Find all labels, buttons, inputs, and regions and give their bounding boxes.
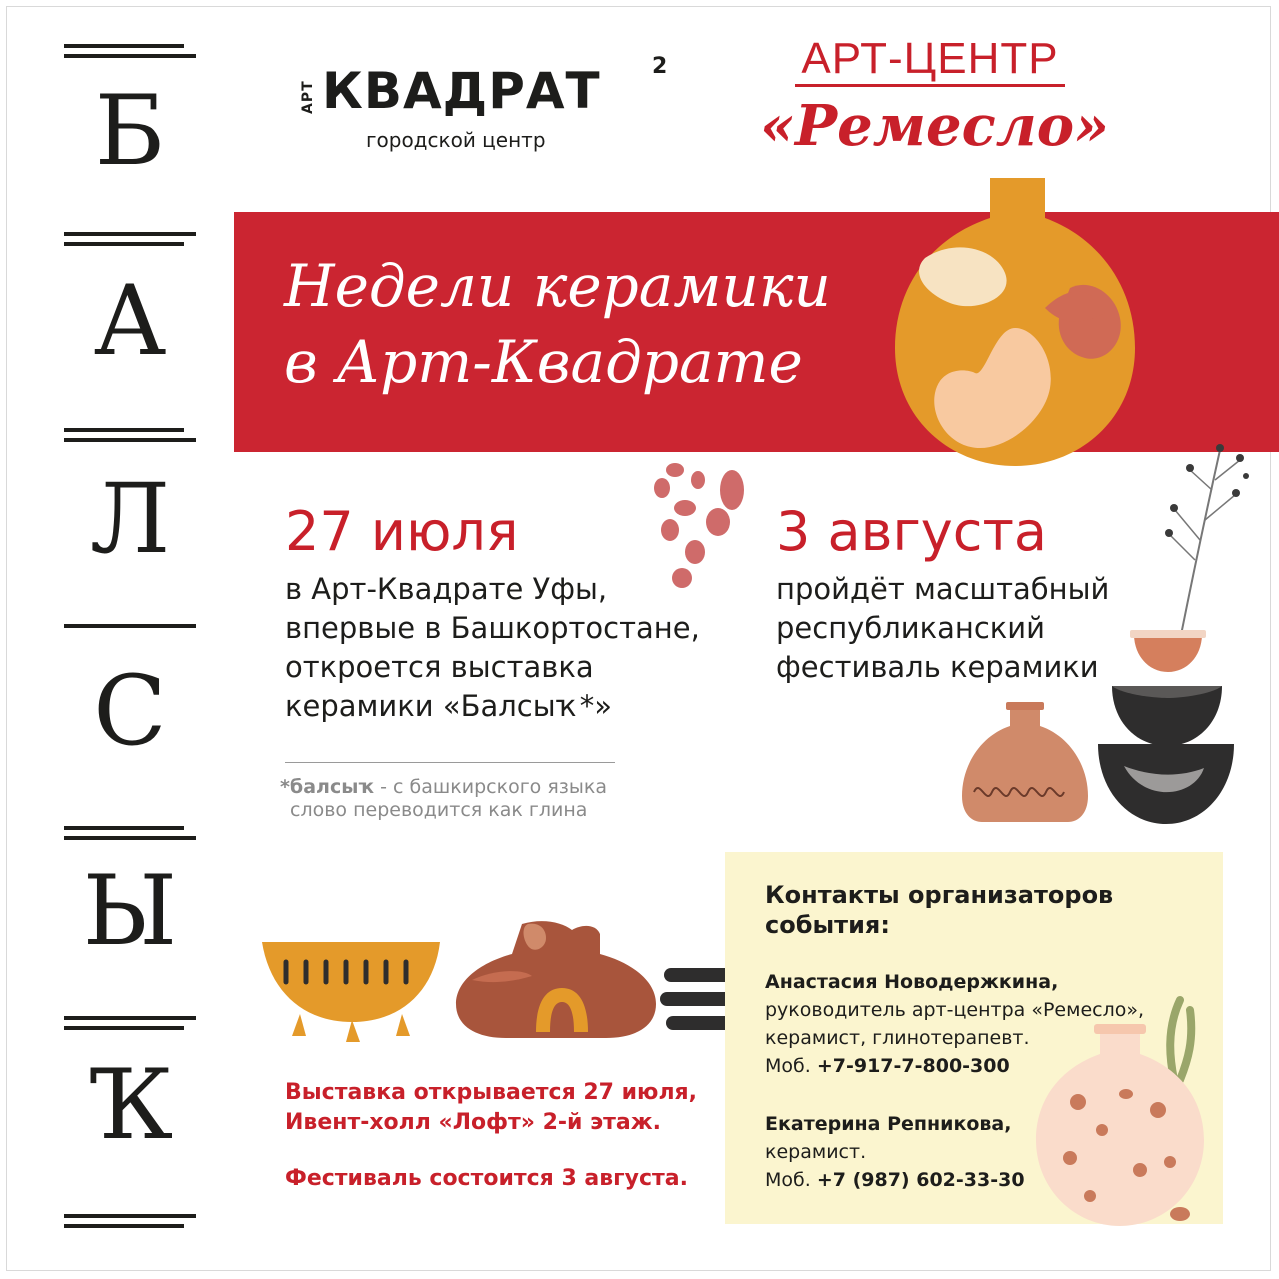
info-exhibition-venue: Ивент-холл «Лофт» 2-й этаж. — [285, 1110, 661, 1135]
title-rule — [64, 54, 196, 58]
stacked-bowls-illustration — [1094, 626, 1234, 836]
logo-kvadrat-subtitle: городской центр — [366, 128, 546, 152]
footnote — [280, 776, 607, 822]
title-letter: А — [93, 265, 167, 377]
logo-remeslo-underline — [795, 84, 1065, 87]
contacts-heading-line1: Контакты организаторов — [765, 881, 1114, 909]
event1-description — [285, 570, 700, 726]
title-rule — [64, 1214, 196, 1218]
event2-description — [776, 570, 1109, 687]
event2-line: пройдёт масштабный — [776, 572, 1110, 606]
info-festival-date: Фестиваль состоится 3 августа. — [285, 1166, 689, 1191]
contacts-heading — [765, 880, 1113, 940]
title-rule — [64, 438, 196, 442]
title-letter: Ы — [82, 855, 178, 967]
contact-name: Анастасия Новодержкина, — [765, 971, 1059, 993]
logo-art-kvadrat — [300, 54, 680, 162]
contact-name: Екатерина Репникова, — [765, 1113, 1012, 1135]
logo-kvadrat-superscript: 2 — [652, 54, 668, 79]
contact-phone[interactable]: +7 (987) 602-33-30 — [816, 1169, 1025, 1191]
title-letter: Ҡ — [87, 1049, 173, 1161]
logo-remeslo-top: АРТ-ЦЕНТР — [801, 34, 1059, 83]
title-rule — [64, 232, 196, 236]
title-rule — [64, 428, 184, 432]
pink-vase-illustration — [1030, 990, 1220, 1230]
contact-phone-label: Моб. — [765, 1169, 817, 1191]
title-letter: Б — [94, 75, 166, 187]
event1-date: 27 июля — [285, 500, 519, 563]
title-rule — [64, 826, 184, 830]
event2-line: фестиваль керамики — [776, 650, 1099, 684]
contact-phone-label: Моб. — [765, 1055, 817, 1077]
info-exhibition-opening: Выставка открывается 27 июля, — [285, 1080, 698, 1105]
footnote-line2: слово переводится как глина — [290, 799, 588, 821]
contact-phone[interactable]: +7-917-7-800-300 — [816, 1055, 1010, 1077]
title-rule — [64, 1026, 184, 1030]
contacts-heading-line2: события: — [765, 911, 890, 939]
jug-illustration — [960, 700, 1090, 825]
ochre-bowl-illustration — [262, 936, 442, 1046]
terracotta-vessel-illustration — [452, 920, 662, 1040]
contact-person-2 — [765, 1110, 1025, 1194]
logo-art-center-remeslo — [760, 34, 1110, 174]
banner-title-line2: в Арт-Квадрате — [284, 328, 803, 396]
contact-role: руководитель арт-центра «Ремесло», — [765, 999, 1145, 1021]
contact-role: керамист, глинотерапевт. — [765, 1027, 1030, 1049]
banner-title — [284, 248, 831, 400]
event1-line: откроется выставка — [285, 650, 594, 684]
footnote-definition: - с башкирского языка — [374, 776, 607, 798]
event2-line: республиканский — [776, 611, 1045, 645]
event1-line: впервые в Башкортостане, — [285, 611, 700, 645]
title-letter: Л — [89, 463, 171, 575]
vertical-title — [64, 36, 196, 1236]
title-rule — [64, 1224, 184, 1228]
event2-date: 3 августа — [776, 500, 1048, 563]
ochre-vase-illustration — [895, 178, 1135, 468]
branch-illustration — [1160, 440, 1250, 640]
footnote-term: *балсыҡ — [280, 776, 375, 798]
title-rule — [64, 624, 196, 628]
title-rule — [64, 44, 184, 48]
title-rule — [64, 242, 184, 246]
event1-line: керамики «Балсыҡ*» — [285, 689, 612, 723]
contact-role: керамист. — [765, 1141, 867, 1163]
title-letter: С — [93, 655, 167, 767]
event-info — [285, 1078, 697, 1194]
banner-title-line1: Недели керамики — [284, 252, 831, 320]
logo-kvadrat-prefix: АРТ — [300, 80, 316, 114]
event1-line: в Арт-Квадрате Уфы, — [285, 572, 608, 606]
title-rule — [64, 836, 196, 840]
logo-kvadrat-name: КВАДРАТ — [322, 62, 601, 120]
footnote-divider — [285, 762, 615, 763]
logo-remeslo-main: «Ремесло» — [760, 93, 1110, 159]
title-rule — [64, 1016, 196, 1020]
